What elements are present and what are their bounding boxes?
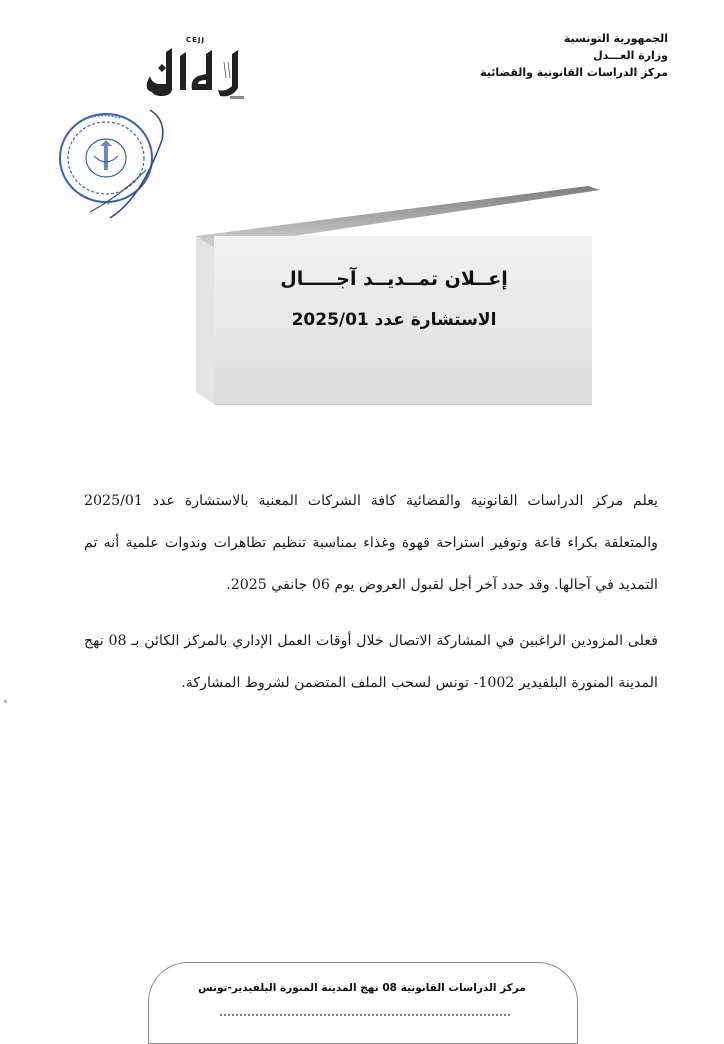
body-paragraph-2: فعلى المزودين الراغبين في المشاركة الاتصال خلال أوقات العمل الإداري بالمركز الكائن بـ 08 نهج المدينة المنورة البلفيدير 1002- تونس لسحب الملف المتضمن لشروط المشاركة.: [84, 633, 659, 692]
announcement-title: إعــلان تمــديــد آجـــــال: [280, 268, 508, 290]
footer-frame: [148, 962, 578, 1044]
cejj-logo-icon: [140, 32, 248, 104]
announcement-box-side: [196, 236, 216, 404]
logo-acronym: CEJJ: [186, 36, 206, 44]
announcement-subtitle: الاستشارة عدد 2025/01: [291, 310, 497, 330]
body-paragraph-1: يعلم مركز الدراسات القانونية والقضائية كافة الشركات المعنية بالاستشارة عدد 2025/01 والمتعلقة بكراء قاعة وتوفير استراحة قهوة وغذاء بمناسبة تنظيم تظاهرات وندوات علمية أنه تم التمديد في آجالها. وقد حدد آخر أجل لقبول العروض يوم 06 جانفي 2025.: [84, 493, 658, 594]
official-seal-icon: [50, 100, 168, 222]
footer-cut-line: [220, 1014, 510, 1018]
announcement-box: [196, 186, 600, 404]
scan-mark: [4, 700, 7, 703]
header-republic: الجمهورية التونسية: [563, 32, 668, 45]
header-ministry: وزارة العـــدل: [593, 49, 668, 62]
header-center: مركز الدراسات القانونية والقضائية: [480, 66, 668, 79]
footer-address: مركز الدراسات القانونية 08 نهج المدينة المنورة البلفيدير-تونس: [198, 982, 526, 994]
header-block: [428, 30, 668, 81]
